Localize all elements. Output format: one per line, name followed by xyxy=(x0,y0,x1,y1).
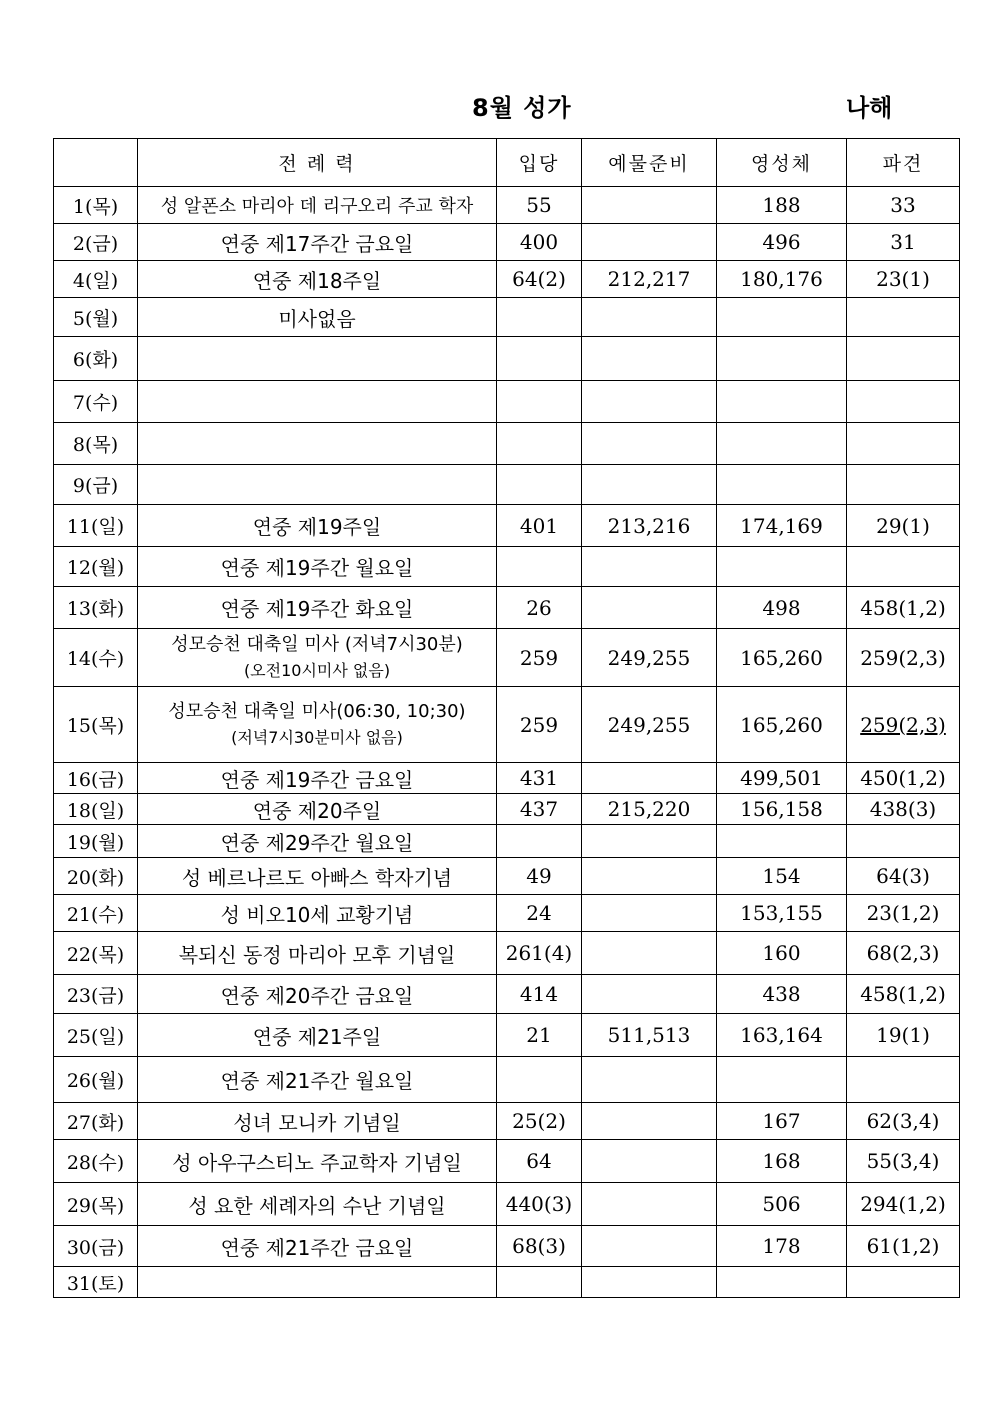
communion-cell xyxy=(717,423,847,465)
offertory-cell xyxy=(582,381,717,423)
table-row xyxy=(54,932,960,975)
offertory-cell xyxy=(582,547,717,587)
entrance-cell: 259 xyxy=(497,687,582,763)
entrance-cell: 64 xyxy=(497,1140,582,1183)
entrance-cell: 68(3) xyxy=(497,1226,582,1267)
table-row xyxy=(54,1140,960,1183)
header-recessional: 파견 xyxy=(847,139,960,187)
communion-cell: 168 xyxy=(717,1140,847,1183)
communion-cell: 160 xyxy=(717,932,847,975)
table-row xyxy=(54,895,960,932)
liturgy-cell: 연중 제21주간 금요일 xyxy=(138,1226,497,1267)
recessional-cell: 68(2,3) xyxy=(847,932,960,975)
entrance-cell: 21 xyxy=(497,1014,582,1057)
recessional-cell: 294(1,2) xyxy=(847,1183,960,1226)
liturgy-title: 성모승천 대축일 미사 (저녁7시30분) xyxy=(171,633,463,655)
table-row xyxy=(54,298,960,337)
liturgy-cell: 성 베르나르도 아빠스 학자기념 xyxy=(138,858,497,895)
date-cell: 7(수) xyxy=(54,381,138,423)
recessional-cell xyxy=(847,825,960,858)
liturgy-cell: 성 아우구스티노 주교학자 기념일 xyxy=(138,1140,497,1183)
table-row xyxy=(54,975,960,1014)
table-row xyxy=(54,763,960,794)
table-row xyxy=(54,337,960,381)
date-cell: 31(토) xyxy=(54,1267,138,1298)
entrance-cell: 261(4) xyxy=(497,932,582,975)
entrance-cell xyxy=(497,1057,582,1103)
date-cell: 19(월) xyxy=(54,825,138,858)
date-cell: 18(일) xyxy=(54,794,138,825)
date-cell: 9(금) xyxy=(54,465,138,505)
recessional-cell: 458(1,2) xyxy=(847,587,960,629)
liturgy-cell: 연중 제19주간 금요일 xyxy=(138,763,497,794)
table-row xyxy=(54,687,960,763)
date-cell: 5(월) xyxy=(54,298,138,337)
entrance-cell: 437 xyxy=(497,794,582,825)
header-offertory: 예물준비 xyxy=(582,139,717,187)
liturgy-cell xyxy=(138,381,497,423)
entrance-cell xyxy=(497,337,582,381)
liturgy-cell: 복되신 동정 마리아 모후 기념일 xyxy=(138,932,497,975)
entrance-cell: 25(2) xyxy=(497,1103,582,1140)
offertory-cell: 215,220 xyxy=(582,794,717,825)
date-cell: 2(금) xyxy=(54,224,138,261)
recessional-cell xyxy=(847,465,960,505)
recessional-cell: 61(1,2) xyxy=(847,1226,960,1267)
date-cell: 14(수) xyxy=(54,629,138,687)
offertory-cell xyxy=(582,298,717,337)
recessional-cell xyxy=(847,381,960,423)
offertory-cell xyxy=(582,858,717,895)
liturgy-cell: 연중 제20주간 금요일 xyxy=(138,975,497,1014)
entrance-cell: 55 xyxy=(497,187,582,224)
communion-cell: 165,260 xyxy=(717,687,847,763)
offertory-cell xyxy=(582,1267,717,1298)
offertory-cell: 511,513 xyxy=(582,1014,717,1057)
table-row xyxy=(54,261,960,298)
entrance-cell: 431 xyxy=(497,763,582,794)
liturgy-cell xyxy=(138,465,497,505)
liturgy-cell xyxy=(138,423,497,465)
header-liturgy: 전 례 력 xyxy=(138,139,497,187)
date-cell: 15(목) xyxy=(54,687,138,763)
communion-cell: 165,260 xyxy=(717,629,847,687)
date-cell: 22(목) xyxy=(54,932,138,975)
date-cell: 29(목) xyxy=(54,1183,138,1226)
recessional-cell: 458(1,2) xyxy=(847,975,960,1014)
offertory-cell xyxy=(582,187,717,224)
entrance-cell xyxy=(497,423,582,465)
table-row xyxy=(54,1183,960,1226)
offertory-cell xyxy=(582,1140,717,1183)
date-cell: 4(일) xyxy=(54,261,138,298)
table-row xyxy=(54,547,960,587)
communion-cell: 163,164 xyxy=(717,1014,847,1057)
entrance-cell xyxy=(497,298,582,337)
table-row xyxy=(54,825,960,858)
date-cell: 16(금) xyxy=(54,763,138,794)
communion-cell xyxy=(717,1057,847,1103)
entrance-cell: 49 xyxy=(497,858,582,895)
liturgy-cell: 연중 제20주일 xyxy=(138,794,497,825)
recessional-cell: 55(3,4) xyxy=(847,1140,960,1183)
hymn-schedule-table xyxy=(53,138,960,1298)
liturgy-cell: 연중 제21주일 xyxy=(138,1014,497,1057)
table-row xyxy=(54,794,960,825)
entrance-cell: 400 xyxy=(497,224,582,261)
offertory-cell xyxy=(582,895,717,932)
header-row xyxy=(54,139,960,187)
entrance-cell xyxy=(497,381,582,423)
date-cell: 11(일) xyxy=(54,505,138,547)
communion-cell xyxy=(717,337,847,381)
recessional-cell xyxy=(847,298,960,337)
liturgy-cell: 연중 제18주일 xyxy=(138,261,497,298)
recessional-cell xyxy=(847,1057,960,1103)
offertory-cell xyxy=(582,932,717,975)
offertory-cell: 249,255 xyxy=(582,629,717,687)
communion-cell: 167 xyxy=(717,1103,847,1140)
entrance-cell xyxy=(497,465,582,505)
communion-cell: 153,155 xyxy=(717,895,847,932)
date-cell: 25(일) xyxy=(54,1014,138,1057)
page-title: 8월 성가 xyxy=(472,94,572,122)
offertory-cell xyxy=(582,224,717,261)
date-cell: 1(목) xyxy=(54,187,138,224)
communion-cell: 156,158 xyxy=(717,794,847,825)
header-date xyxy=(54,139,138,187)
recessional-cell: 450(1,2) xyxy=(847,763,960,794)
offertory-cell xyxy=(582,763,717,794)
communion-cell: 188 xyxy=(717,187,847,224)
recessional-cell: 64(3) xyxy=(847,858,960,895)
communion-cell xyxy=(717,1267,847,1298)
liturgy-note: (저녁7시30분미사 없음) xyxy=(231,727,403,747)
table-row xyxy=(54,423,960,465)
table-row xyxy=(54,1226,960,1267)
offertory-cell xyxy=(582,975,717,1014)
recessional-cell: 19(1) xyxy=(847,1014,960,1057)
entrance-cell xyxy=(497,547,582,587)
recessional-cell xyxy=(847,423,960,465)
date-cell: 8(목) xyxy=(54,423,138,465)
communion-cell: 498 xyxy=(717,587,847,629)
liturgy-cell: 연중 제19주간 화요일 xyxy=(138,587,497,629)
entrance-cell: 26 xyxy=(497,587,582,629)
entrance-cell: 440(3) xyxy=(497,1183,582,1226)
communion-cell xyxy=(717,381,847,423)
offertory-cell xyxy=(582,587,717,629)
offertory-cell xyxy=(582,423,717,465)
offertory-cell xyxy=(582,1226,717,1267)
offertory-cell xyxy=(582,337,717,381)
offertory-cell xyxy=(582,825,717,858)
recessional-cell: 62(3,4) xyxy=(847,1103,960,1140)
recessional-cell: 33 xyxy=(847,187,960,224)
offertory-cell xyxy=(582,1103,717,1140)
liturgy-cell: 성 요한 세례자의 수난 기념일 xyxy=(138,1183,497,1226)
liturgy-cell: 연중 제29주간 월요일 xyxy=(138,825,497,858)
liturgy-cell: 연중 제17주간 금요일 xyxy=(138,224,497,261)
liturgy-cell: 연중 제19주간 월요일 xyxy=(138,547,497,587)
recessional-cell: 438(3) xyxy=(847,794,960,825)
communion-cell: 154 xyxy=(717,858,847,895)
table-row xyxy=(54,187,960,224)
header-entrance: 입당 xyxy=(497,139,582,187)
date-cell: 30(금) xyxy=(54,1226,138,1267)
table-row xyxy=(54,224,960,261)
recessional-cell: 259(2,3) xyxy=(847,687,960,763)
entrance-cell: 259 xyxy=(497,629,582,687)
year-cycle-label: 나해 xyxy=(846,94,893,122)
communion-cell xyxy=(717,298,847,337)
entrance-cell xyxy=(497,1267,582,1298)
recessional-cell: 259(2,3) xyxy=(847,629,960,687)
entrance-cell: 414 xyxy=(497,975,582,1014)
offertory-cell: 213,216 xyxy=(582,505,717,547)
table-row xyxy=(54,629,960,687)
liturgy-cell: 연중 제19주일 xyxy=(138,505,497,547)
date-cell: 27(화) xyxy=(54,1103,138,1140)
communion-cell: 438 xyxy=(717,975,847,1014)
communion-cell xyxy=(717,465,847,505)
date-cell: 21(수) xyxy=(54,895,138,932)
date-cell: 26(월) xyxy=(54,1057,138,1103)
table-row xyxy=(54,1057,960,1103)
recessional-cell: 23(1,2) xyxy=(847,895,960,932)
liturgy-title: 성모승천 대축일 미사(06:30, 10;30) xyxy=(168,700,466,722)
table-row xyxy=(54,587,960,629)
offertory-cell: 212,217 xyxy=(582,261,717,298)
communion-cell: 506 xyxy=(717,1183,847,1226)
recessional-cell xyxy=(847,337,960,381)
liturgy-cell: 연중 제21주간 월요일 xyxy=(138,1057,497,1103)
communion-cell: 180,176 xyxy=(717,261,847,298)
communion-cell: 178 xyxy=(717,1226,847,1267)
entrance-cell: 24 xyxy=(497,895,582,932)
liturgy-cell xyxy=(138,687,497,763)
liturgy-cell xyxy=(138,629,497,687)
communion-cell xyxy=(717,547,847,587)
table-row xyxy=(54,505,960,547)
communion-cell: 496 xyxy=(717,224,847,261)
offertory-cell: 249,255 xyxy=(582,687,717,763)
offertory-cell xyxy=(582,1183,717,1226)
liturgy-cell xyxy=(138,337,497,381)
table-row xyxy=(54,465,960,505)
recessional-cell: 31 xyxy=(847,224,960,261)
entrance-cell xyxy=(497,825,582,858)
header-communion: 영성체 xyxy=(717,139,847,187)
recessional-cell xyxy=(847,547,960,587)
date-cell: 12(월) xyxy=(54,547,138,587)
liturgy-cell: 성녀 모니카 기념일 xyxy=(138,1103,497,1140)
liturgy-cell: 성 비오10세 교황기념 xyxy=(138,895,497,932)
liturgy-note: (오전10시미사 없음) xyxy=(243,660,391,680)
date-cell: 23(금) xyxy=(54,975,138,1014)
liturgy-cell: 성 알폰소 마리아 데 리구오리 주교 학자 xyxy=(138,187,497,224)
entrance-cell: 401 xyxy=(497,505,582,547)
recessional-cell: 23(1) xyxy=(847,261,960,298)
offertory-cell xyxy=(582,465,717,505)
communion-cell: 174,169 xyxy=(717,505,847,547)
offertory-cell xyxy=(582,1057,717,1103)
date-cell: 13(화) xyxy=(54,587,138,629)
recessional-cell xyxy=(847,1267,960,1298)
date-cell: 6(화) xyxy=(54,337,138,381)
liturgy-cell xyxy=(138,1267,497,1298)
table-row xyxy=(54,381,960,423)
communion-cell: 499,501 xyxy=(717,763,847,794)
date-cell: 28(수) xyxy=(54,1140,138,1183)
entrance-cell: 64(2) xyxy=(497,261,582,298)
table-row xyxy=(54,1014,960,1057)
communion-cell xyxy=(717,825,847,858)
table-row xyxy=(54,1103,960,1140)
table-row xyxy=(54,858,960,895)
date-cell: 20(화) xyxy=(54,858,138,895)
liturgy-cell: 미사없음 xyxy=(138,298,497,337)
recessional-cell: 29(1) xyxy=(847,505,960,547)
table-row xyxy=(54,1267,960,1298)
